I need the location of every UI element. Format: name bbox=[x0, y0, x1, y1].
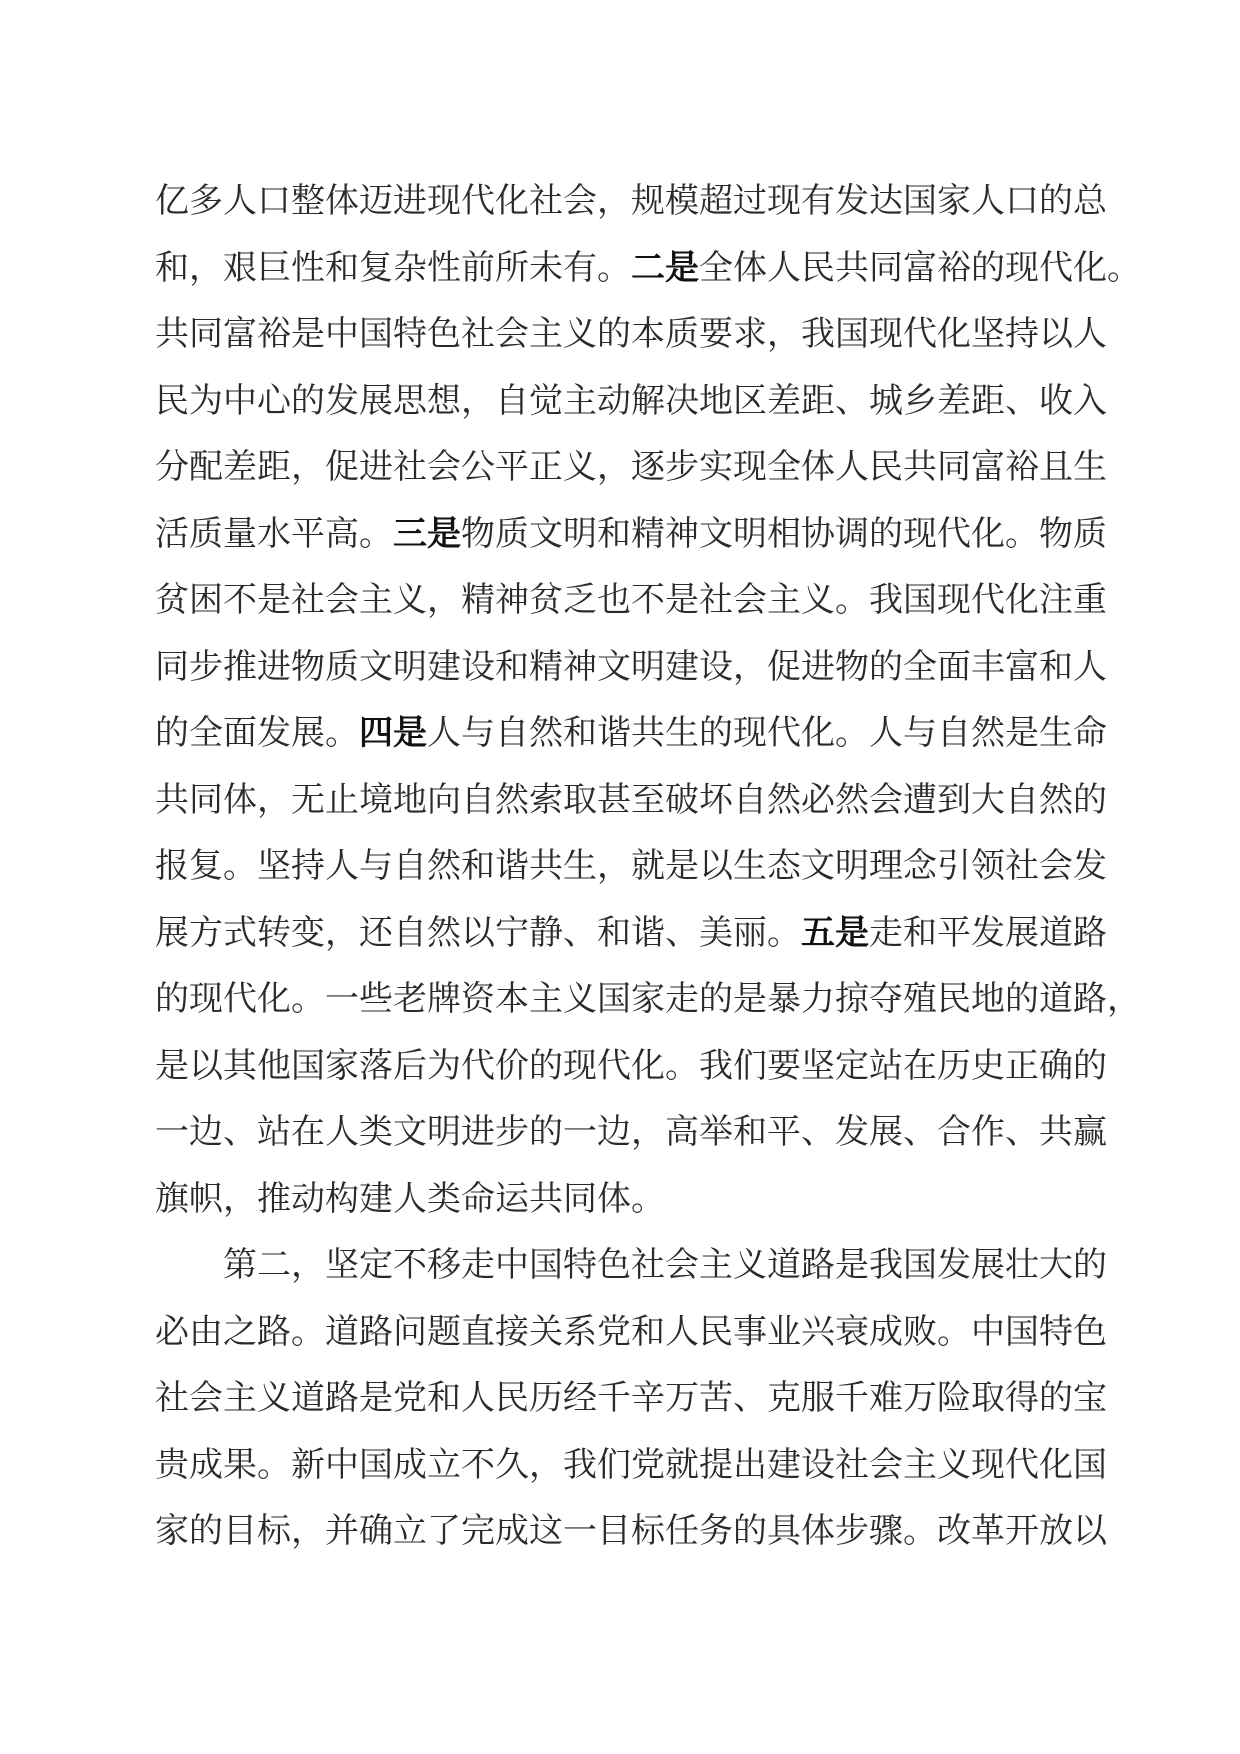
text-segment: 活质量水平高。 bbox=[155, 513, 393, 554]
text-line bbox=[155, 301, 1107, 368]
text-segment: 亿多人口整体迈进现代化社会，规模超过现有发达国家人口的总 bbox=[155, 181, 1107, 221]
text-line bbox=[155, 368, 1107, 435]
text-segment: 走和平发展道路 bbox=[869, 912, 1107, 953]
text-segment: 贫困不是社会主义，精神贫乏也不是社会主义。我国现代化注重 bbox=[155, 580, 1107, 620]
emphasis-label: 三是 bbox=[393, 513, 461, 554]
emphasis-label: 二是 bbox=[631, 247, 699, 288]
text-line bbox=[155, 1232, 1107, 1299]
text-line bbox=[155, 634, 1107, 701]
document-body bbox=[155, 168, 1141, 1565]
text-segment: 贵成果。新中国成立不久，我们党就提出建设社会主义现代化国 bbox=[155, 1444, 1107, 1485]
text-segment: 报复。坚持人与自然和谐共生，就是以生态文明理念引领社会发 bbox=[155, 846, 1107, 886]
text-line bbox=[155, 700, 1107, 767]
text-segment: 的现代化。一些老牌资本主义国家走的是暴力掠夺殖民地的道路， bbox=[155, 979, 1141, 1019]
text-segment: 物质文明和精神文明相协调的现代化。物质 bbox=[461, 513, 1107, 554]
text-line bbox=[155, 168, 1107, 235]
text-segment: 展方式转变，还自然以宁静、和谐、美丽。 bbox=[155, 912, 801, 953]
emphasis-label: 五是 bbox=[801, 912, 869, 953]
text-line bbox=[155, 1033, 1107, 1100]
text-segment: 家的目标，并确立了完成这一目标任务的具体步骤。改革开放以 bbox=[155, 1511, 1107, 1551]
text-segment: 第二，坚定不移走中国特色社会主义道路是我国发展壮大的 bbox=[223, 1245, 1107, 1285]
text-segment: 同步推进物质文明建设和精神文明建设，促进物的全面丰富和人 bbox=[155, 646, 1107, 687]
text-line bbox=[155, 1498, 1107, 1565]
text-line bbox=[155, 567, 1107, 634]
text-segment: 的全面发展。 bbox=[155, 713, 359, 753]
text-line bbox=[155, 1099, 1107, 1166]
emphasis-label: 四是 bbox=[359, 713, 427, 753]
text-segment: 共同富裕是中国特色社会主义的本质要求，我国现代化坚持以人 bbox=[155, 314, 1107, 354]
text-line bbox=[155, 1299, 1107, 1366]
text-segment: 社会主义道路是党和人民历经千辛万苦、克服千难万险取得的宝 bbox=[155, 1378, 1107, 1418]
text-segment: 和，艰巨性和复杂性前所未有。 bbox=[155, 247, 631, 288]
text-line bbox=[155, 1432, 1107, 1499]
text-segment: 分配差距，促进社会公平正义，逐步实现全体人民共同富裕且生 bbox=[155, 447, 1107, 487]
text-segment: 全体人民共同富裕的现代化。 bbox=[699, 247, 1141, 288]
text-segment: 必由之路。道路问题直接关系党和人民事业兴衰成败。中国特色 bbox=[155, 1311, 1107, 1352]
text-line bbox=[155, 1365, 1107, 1432]
text-line bbox=[155, 767, 1107, 834]
text-line bbox=[155, 235, 1141, 302]
text-segment: 人与自然和谐共生的现代化。人与自然是生命 bbox=[427, 713, 1107, 753]
text-line bbox=[155, 900, 1107, 967]
text-line bbox=[155, 501, 1107, 568]
text-line bbox=[155, 434, 1107, 501]
text-segment: 一边、站在人类文明进步的一边，高举和平、发展、合作、共赢 bbox=[155, 1112, 1107, 1152]
text-segment: 民为中心的发展思想，自觉主动解决地区差距、城乡差距、收入 bbox=[155, 380, 1107, 421]
text-line bbox=[155, 966, 1141, 1033]
text-segment: 是以其他国家落后为代价的现代化。我们要坚定站在历史正确的 bbox=[155, 1045, 1107, 1086]
text-line bbox=[155, 1166, 1067, 1233]
text-segment: 共同体，无止境地向自然索取甚至破坏自然必然会遭到大自然的 bbox=[155, 779, 1107, 820]
text-line bbox=[155, 833, 1107, 900]
text-segment: 旗帜，推动构建人类命运共同体。 bbox=[155, 1178, 665, 1219]
